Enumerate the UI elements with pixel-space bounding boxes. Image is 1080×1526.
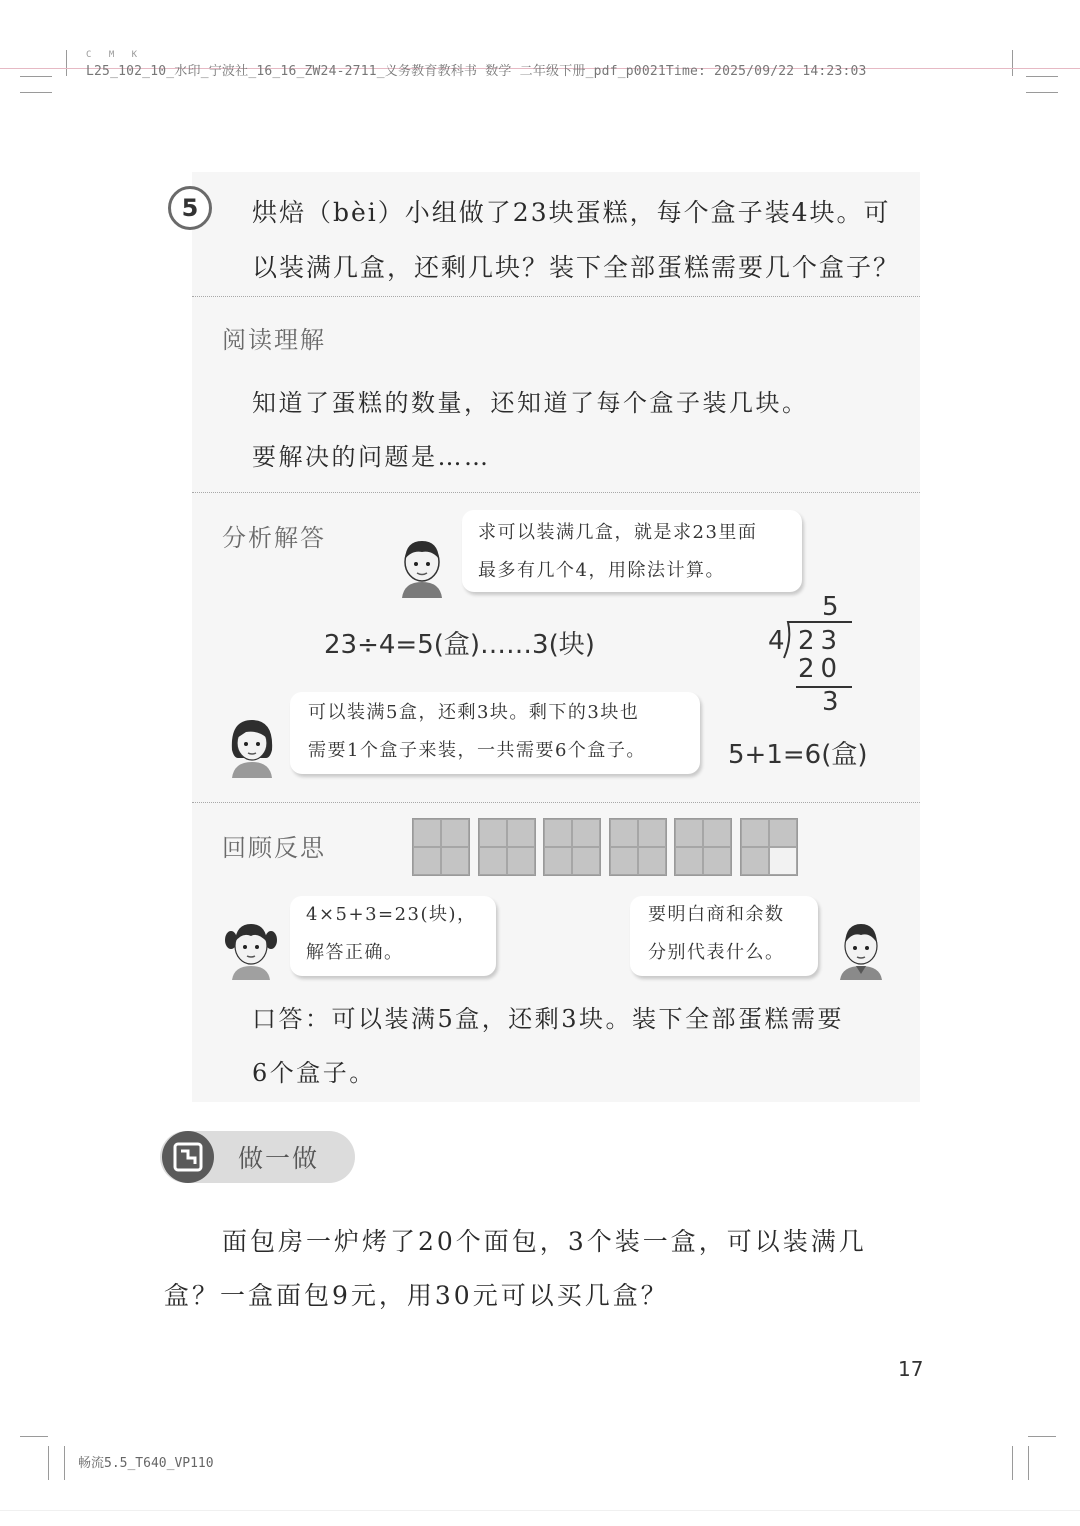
cake-cell: [638, 847, 666, 875]
cake-box: [740, 818, 798, 876]
cake-box: [674, 818, 732, 876]
cake-box: [543, 818, 601, 876]
example-number-badge: 5: [168, 186, 212, 230]
cake-cell: [675, 847, 703, 875]
do-it-title: 做一做: [238, 1144, 320, 1173]
footer-slug: 畅流5.5_T640_VP110: [78, 1456, 214, 1471]
section-label-analysis: 分析解答: [222, 524, 326, 552]
crop-mark: [20, 92, 52, 93]
cake-cell: [769, 819, 797, 847]
cake-cell: [741, 847, 769, 875]
exercise-text-line: 面包房一炉烤了20个面包，3个装一盒，可以装满几: [222, 1227, 867, 1256]
girl-explanation-bubble: [290, 692, 700, 774]
crop-mark: [20, 1436, 48, 1437]
bubble-text-line: 分别代表什么。: [648, 942, 785, 963]
section-label-reading: 阅读理解: [222, 326, 326, 354]
cake-box: [478, 818, 536, 876]
section-label-review: 回顾反思: [222, 834, 326, 862]
cake-cell: [572, 847, 600, 875]
cake-cell: [544, 847, 572, 875]
division-equation: 23÷4=5(盒)……3(块): [324, 630, 595, 660]
answer-text-line: 口答：可以装满5盒，还剩3块。装下全部蛋糕需要: [252, 1005, 845, 1033]
cake-cell: [572, 819, 600, 847]
long-division-quotient: 5: [822, 592, 839, 622]
sum-equation: 5+1=6(盒): [728, 740, 868, 770]
boy-avatar-icon: [396, 532, 448, 598]
long-division-product: 20: [798, 654, 844, 684]
do-it-icon: [172, 1141, 204, 1173]
boy-hint-bubble: [462, 510, 802, 592]
crop-mark: [48, 1446, 49, 1480]
crop-mark: [1026, 76, 1058, 77]
long-division-divisor: 4: [768, 626, 785, 656]
cake-cell: [413, 847, 441, 875]
cake-box: [412, 818, 470, 876]
cake-cell: [638, 819, 666, 847]
cake-cell: [703, 819, 731, 847]
cake-cell: [610, 819, 638, 847]
crop-mark: [66, 50, 67, 76]
crop-mark: [1012, 1446, 1013, 1480]
problem-text-line: 烘焙（bèi）小组做了23块蛋糕，每个盒子装4块。可: [252, 198, 891, 227]
long-division: [760, 590, 870, 720]
cake-cell: [741, 819, 769, 847]
girl-pigtails-avatar-icon: [224, 916, 278, 980]
answer-text-line: 6个盒子。: [252, 1059, 376, 1087]
reading-text-line: 要解决的问题是……: [252, 443, 491, 471]
bubble-text-line: 4×5+3=23(块)，: [306, 904, 477, 925]
cake-cell: [479, 819, 507, 847]
cake-cell: [544, 819, 572, 847]
cake-cell: [441, 819, 469, 847]
bubble-text-line: 求可以装满几盒，就是求23里面: [478, 522, 758, 543]
page-number: 17: [898, 1357, 924, 1381]
crop-mark: [1028, 1446, 1029, 1480]
crop-mark: [64, 1446, 65, 1480]
exercise-text-line: 盒？一盒面包9元，用30元可以买几盒？: [164, 1281, 669, 1310]
crop-mark: [1026, 92, 1058, 93]
print-slug: L25_102_10_水印_宁波社_16_16_ZW24-2711_义务教育教科书 数学 二年级下册_pdf_p0021Time: 2025/09/22 14:23:03: [86, 64, 867, 79]
cake-cell: [441, 847, 469, 875]
bubble-text-line: 可以装满5盒，还剩3块。剩下的3块也: [308, 702, 640, 723]
cake-cell: [610, 847, 638, 875]
cake-cell: [507, 847, 535, 875]
problem-text-line: 以装满几盒，还剩几块？装下全部蛋糕需要几个盒子？: [252, 253, 901, 282]
girl-avatar-icon: [226, 712, 278, 778]
cake-box: [609, 818, 667, 876]
boy-reflection-bubble: [630, 896, 818, 976]
long-division-remainder: 3: [822, 687, 839, 717]
section-divider: [192, 296, 920, 297]
cake-cell: [507, 819, 535, 847]
cake-cell: [479, 847, 507, 875]
cmk-mark: C M K: [86, 50, 144, 60]
cake-cell: [703, 847, 731, 875]
section-divider: [192, 492, 920, 493]
crop-mark: [1028, 1436, 1056, 1437]
bubble-text-line: 解答正确。: [306, 942, 404, 963]
crop-mark: [1012, 50, 1013, 76]
crop-mark: [20, 76, 52, 77]
boy-avatar-icon: [834, 916, 888, 980]
long-division-dividend: 23: [798, 626, 844, 656]
cake-cell: [675, 819, 703, 847]
section-divider: [192, 802, 920, 803]
bubble-text-line: 要明白商和余数: [648, 904, 785, 925]
crop-mark: [0, 1510, 1080, 1511]
cake-cell: [413, 819, 441, 847]
cake-cell: [769, 847, 797, 875]
bubble-text-line: 需要1个盒子来装，一共需要6个盒子。: [308, 740, 646, 761]
reading-text-line: 知道了蛋糕的数量，还知道了每个盒子装几块。: [252, 389, 809, 417]
bubble-text-line: 最多有几个4，用除法计算。: [478, 560, 725, 581]
girl-check-bubble: [290, 896, 496, 976]
